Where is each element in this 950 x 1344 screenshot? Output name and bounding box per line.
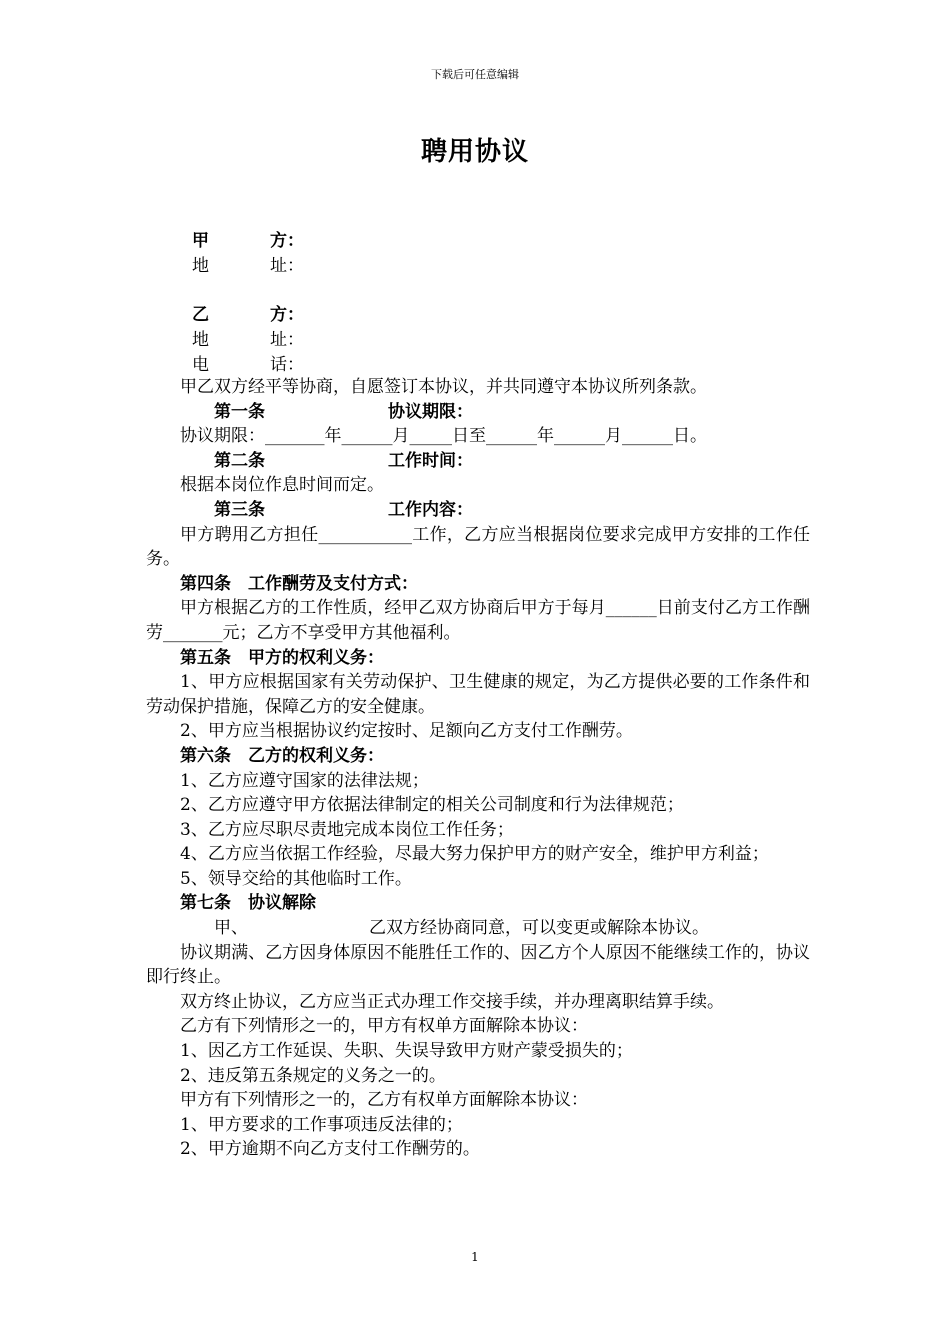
- article-3-text: 甲方聘用乙方担任___________工作，乙方应当根据岗位要求完成甲方安排的工作任务。: [146, 524, 810, 570]
- article-4-heading: 第四条 工作酬劳及支付方式：: [180, 573, 418, 594]
- article-4-text: 甲方根据乙方的工作性质，经甲乙双方协商后甲方于每月______日前支付乙方工作酬劳_______元；乙方不享受甲方其他福利。: [146, 598, 810, 643]
- article-6-item: 5、领导交给的其他临时工作。: [180, 868, 412, 889]
- article-7-paragraph: 2、违反第五条规定的义务之一的。: [180, 1065, 446, 1086]
- party-b-address: 地 址：: [192, 330, 304, 350]
- header-note: 下载后可任意编辑: [431, 68, 519, 81]
- article-2-text: 根据本岗位作息时间而定。: [180, 475, 384, 496]
- article-1-text: 协议期限：_______年______月_____日至______年______月______日。: [180, 426, 707, 447]
- article-7-paragraph: 乙方有下列情形之一的，甲方有权单方面解除本协议：: [180, 1016, 588, 1037]
- party-b-phone: 电 话：: [192, 355, 304, 375]
- party-b-name: 乙 方：: [192, 305, 304, 325]
- intro-paragraph: 甲乙双方经平等协商，自愿签订本协议，并共同遵守本协议所列条款。: [180, 377, 707, 397]
- article-7-paragraph: 甲方有下列情形之一的，乙方有权单方面解除本协议：: [180, 1090, 588, 1111]
- article-7-heading: 第七条 协议解除: [180, 893, 316, 914]
- document-title: 聘用协议: [420, 137, 529, 167]
- article-5-item: 1、甲方应根据国家有关劳动保护、卫生健康的规定，为乙方提供必要的工作条件和劳动保护措施，保障乙方的安全健康。: [146, 672, 810, 717]
- party-a-address: 地 址：: [192, 256, 304, 276]
- article-6-item: 2、乙方应遵守甲方依据法律制定的相关公司制度和行为法律规范；: [180, 795, 684, 816]
- article-6-item: 1、乙方应遵守国家的法律法规；: [180, 770, 429, 791]
- article-6-item: 4、乙方应当依据工作经验，尽最大努力保护甲方的财产安全，维护甲方利益；: [180, 844, 769, 865]
- article-7-paragraph: 1、甲方要求的工作事项违反法律的；: [180, 1114, 463, 1135]
- article-7-paragraph: 1、因乙方工作延误、失职、失误导致甲方财产蒙受损失的；: [180, 1041, 633, 1062]
- article-6-heading: 第六条 乙方的权利义务：: [180, 745, 384, 766]
- article-7-paragraph: 双方终止协议，乙方应当正式办理工作交接手续，并办理离职结算手续。: [180, 991, 724, 1012]
- article-6-item: 3、乙方应尽职尽责地完成本岗位工作任务；: [180, 819, 514, 840]
- article-3-heading: 第三条 工作内容：: [214, 499, 473, 520]
- party-a-name: 甲 方：: [192, 231, 304, 251]
- article-2-heading: 第二条 工作时间：: [214, 450, 473, 471]
- page-number: 1: [471, 1250, 479, 1264]
- article-7-paragraph: 甲、 乙双方经协商同意，可以变更或解除本协议。: [214, 918, 709, 939]
- article-5-item: 2、甲方应当根据协议约定按时、足额向乙方支付工作酬劳。: [180, 721, 633, 742]
- article-7-paragraph: 2、甲方逾期不向乙方支付工作酬劳的。: [180, 1139, 480, 1160]
- article-1-heading: 第一条 协议期限：: [214, 401, 473, 422]
- article-5-heading: 第五条 甲方的权利义务：: [180, 647, 384, 668]
- document-body: [146, 375, 810, 1162]
- article-7-paragraph: 协议期满、乙方因身体原因不能胜任工作的、因乙方个人原因不能继续工作的，协议即行终止。: [146, 942, 810, 988]
